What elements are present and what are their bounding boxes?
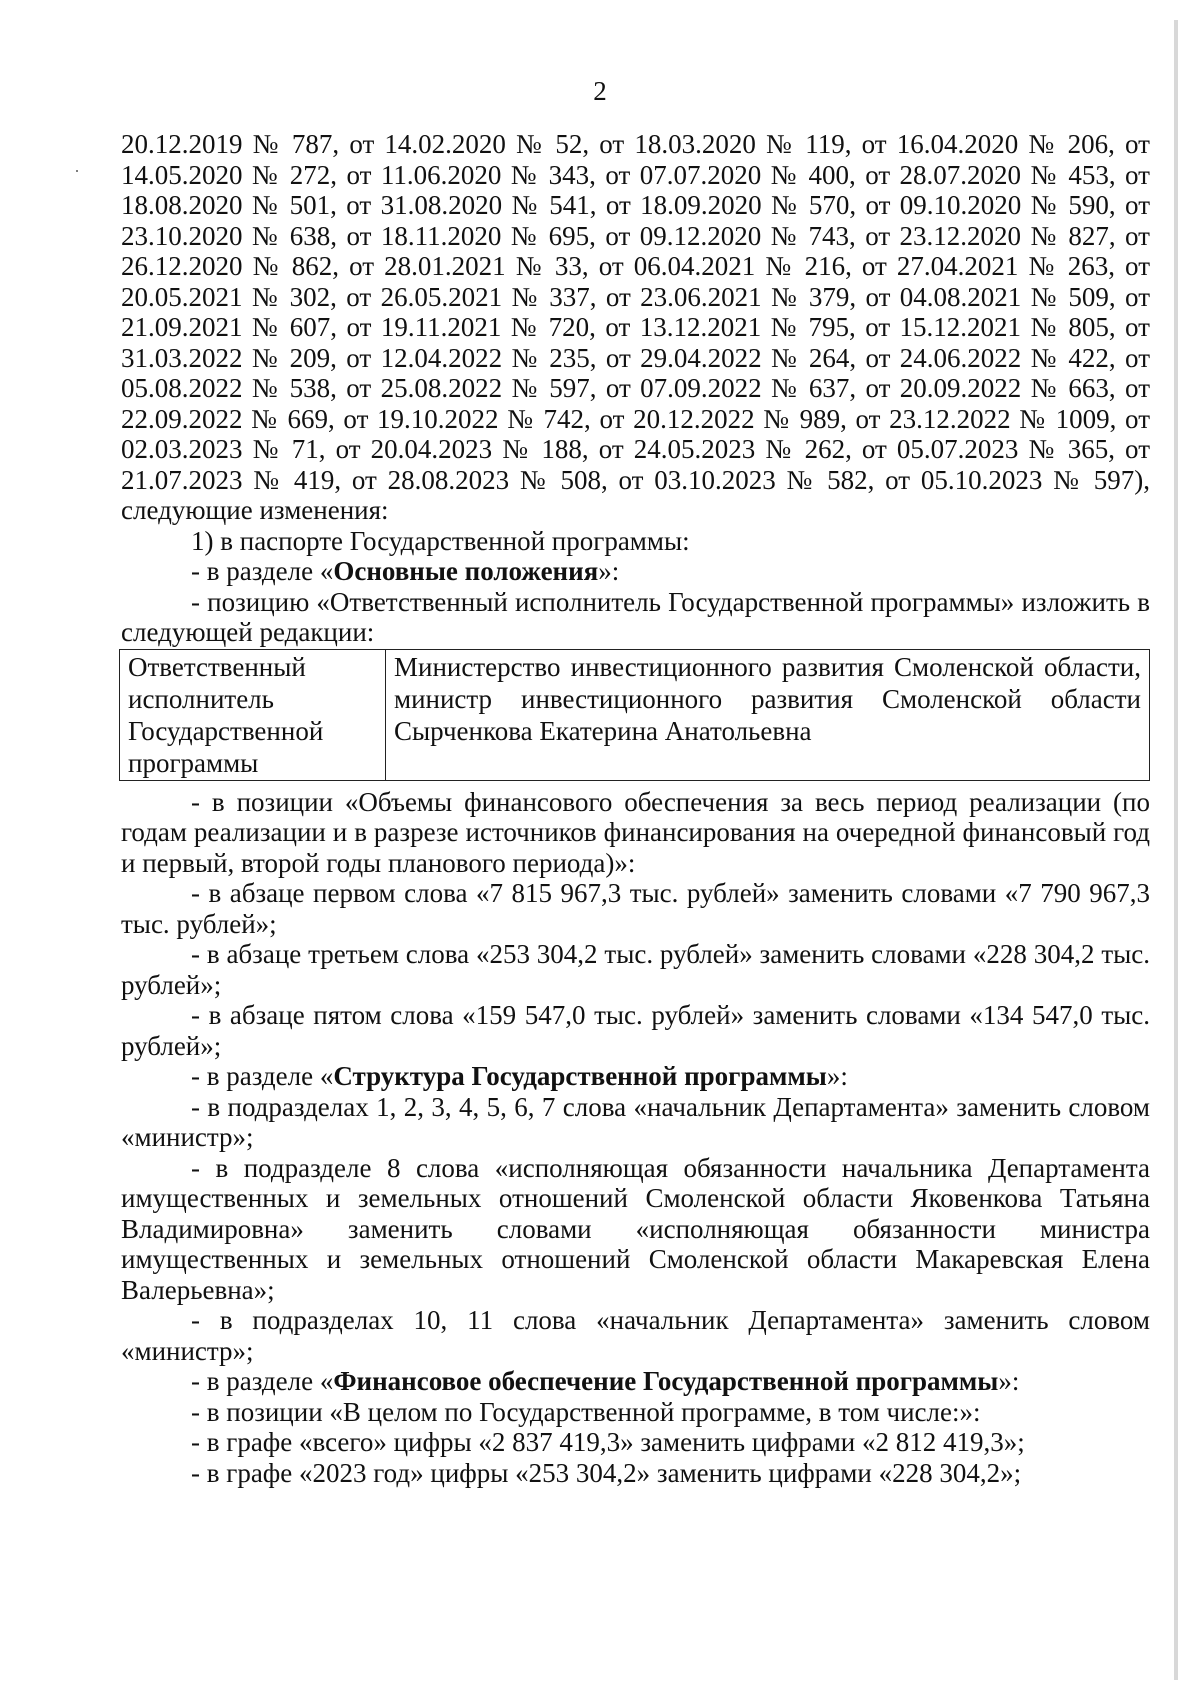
responsible-executor-table xyxy=(119,649,1150,781)
subsections-1-7-change: - в подразделах 1, 2, 3, 4, 5, 6, 7 слова «начальник Департамента» заменить словом «министр»; xyxy=(121,1091,1150,1152)
total-column-change: - в графе «всего» цифры «2 837 419,3» заменить цифрами «2 812 419,3»; xyxy=(191,1427,1025,1457)
page-number: 2 xyxy=(593,76,607,106)
section-title: Структура Государственной программы xyxy=(333,1061,827,1091)
paragraph-prefix: - в разделе « xyxy=(191,1366,334,1396)
paragraph-suffix: »: xyxy=(826,1061,848,1091)
third-paragraph-change: - в абзаце третьем слова «253 304,2 тыс. рублей» заменить словами «228 304,2 тыс. рублей»; xyxy=(121,939,1150,1000)
fifth-paragraph-change: - в абзаце пятом слова «159 547,0 тыс. рублей» заменить словами «134 547,0 тыс. рублей»; xyxy=(121,1000,1150,1061)
position-statement-paragraph: - позицию «Ответственный исполнитель Государственной программы» изложить в следующей редакции: xyxy=(121,586,1150,647)
scan-edge xyxy=(1174,20,1178,1680)
paragraph-prefix: - в разделе « xyxy=(191,556,334,586)
table-row xyxy=(120,649,1150,780)
table-label-cell: Ответственный исполнитель Государственной программы xyxy=(120,649,386,780)
subsections-10-11-change: - в подразделах 10, 11 слова «начальник Департамента» заменить словом «министр»; xyxy=(121,1305,1150,1366)
paragraph-prefix: - в разделе « xyxy=(191,1061,334,1091)
year-2023-column-change: - в графе «2023 год» цифры «253 304,2» заменить цифрами «228 304,2»; xyxy=(191,1457,1022,1488)
paragraph-suffix: »: xyxy=(598,556,620,586)
section-title: Основные положения xyxy=(333,556,599,586)
table-value-cell: Министерство инвестиционного развития Смоленской области, министр инвестиционного развития Смоленской области Сырченкова Екатерина Анатольевна xyxy=(386,649,1150,780)
section-financing-paragraph xyxy=(121,1366,1150,1397)
section-structure-paragraph xyxy=(121,1061,1150,1092)
section-main-provisions-paragraph xyxy=(121,556,1150,587)
section-title: Финансовое обеспечение Государственной программы xyxy=(333,1366,999,1396)
amendment-history-paragraph: 20.12.2019 № 787, от 14.02.2020 № 52, от 18.03.2020 № 119, от 16.04.2020 № 206, от 14.05.2020 № 272, от 11.06.2020 № 343, от 07.07.2020 № 400, от 28.07.2020 № 453, от 18.08.2020 № 501, от 31.08.2020 № 541, от 18.09.2020 № 570, от 09.10.2020 № 590, от 23.10.2020 № 638, от 18.11.2020 № 695, от 09.12.2020 № 743, от 23.12.2020 № 827, от 26.12.2020 № 862, от 28.01.2021 № 33, от 06.04.2021 № 216, от 27.04.2021 № 263, от 20.05.2021 № 302, от 26.05.2021 № 337, от 23.06.2021 № 379, от 04.08.2021 № 509, от 21.09.2021 № 607, от 19.11.2021 № 720, от 13.12.2021 № 795, от 15.12.2021 № 805, от 31.03.2022 № 209, от 12.04.2022 № 235, от 29.04.2022 № 264, от 24.06.2022 № 422, от 05.08.2022 № 538, от 25.08.2022 № 597, от 07.09.2022 № 637, от 20.09.2022 № 663, от 22.09.2022 № 669, от 19.10.2022 № 742, от 20.12.2022 № 989, от 23.12.2022 № 1009, от 02.03.2023 № 71, от 20.04.2023 № 188, от 24.05.2023 № 262, от 05.07.2023 № 365, от 21.07.2023 № 419, от 28.08.2023 № 508, от 03.10.2023 № 582, от 05.10.2023 № 597), следующие изменения: xyxy=(121,129,1150,525)
paragraph-suffix: »: xyxy=(998,1366,1020,1396)
first-paragraph-change: - в абзаце первом слова «7 815 967,3 тыс. рублей» заменить словами «7 790 967,3 тыс. рублей»; xyxy=(121,878,1150,939)
passport-heading-paragraph: 1) в паспорте Государственной программы: xyxy=(191,525,690,556)
scan-dot xyxy=(76,170,78,172)
document-body xyxy=(121,129,1150,1488)
financing-position-paragraph: - в позиции «Объемы финансового обеспечения за весь период реализации (по годам реализации и в разрезе источников финансирования на очередной финансовый год и первый, второй годы планового периода)»: xyxy=(121,786,1150,878)
overall-position-paragraph: - в позиции «В целом по Государственной программе, в том числе:»: xyxy=(191,1396,981,1427)
subsection-8-change: - в подразделе 8 слова «исполняющая обязанности начальника Департамента имущественных и земельных отношений Смоленской области Яковенкова Татьяна Владимировна» заменить словами «исполняющая обязанности министра имущественных и земельных отношений Смоленской области Макаревская Елена Валерьевна»; xyxy=(121,1152,1150,1305)
